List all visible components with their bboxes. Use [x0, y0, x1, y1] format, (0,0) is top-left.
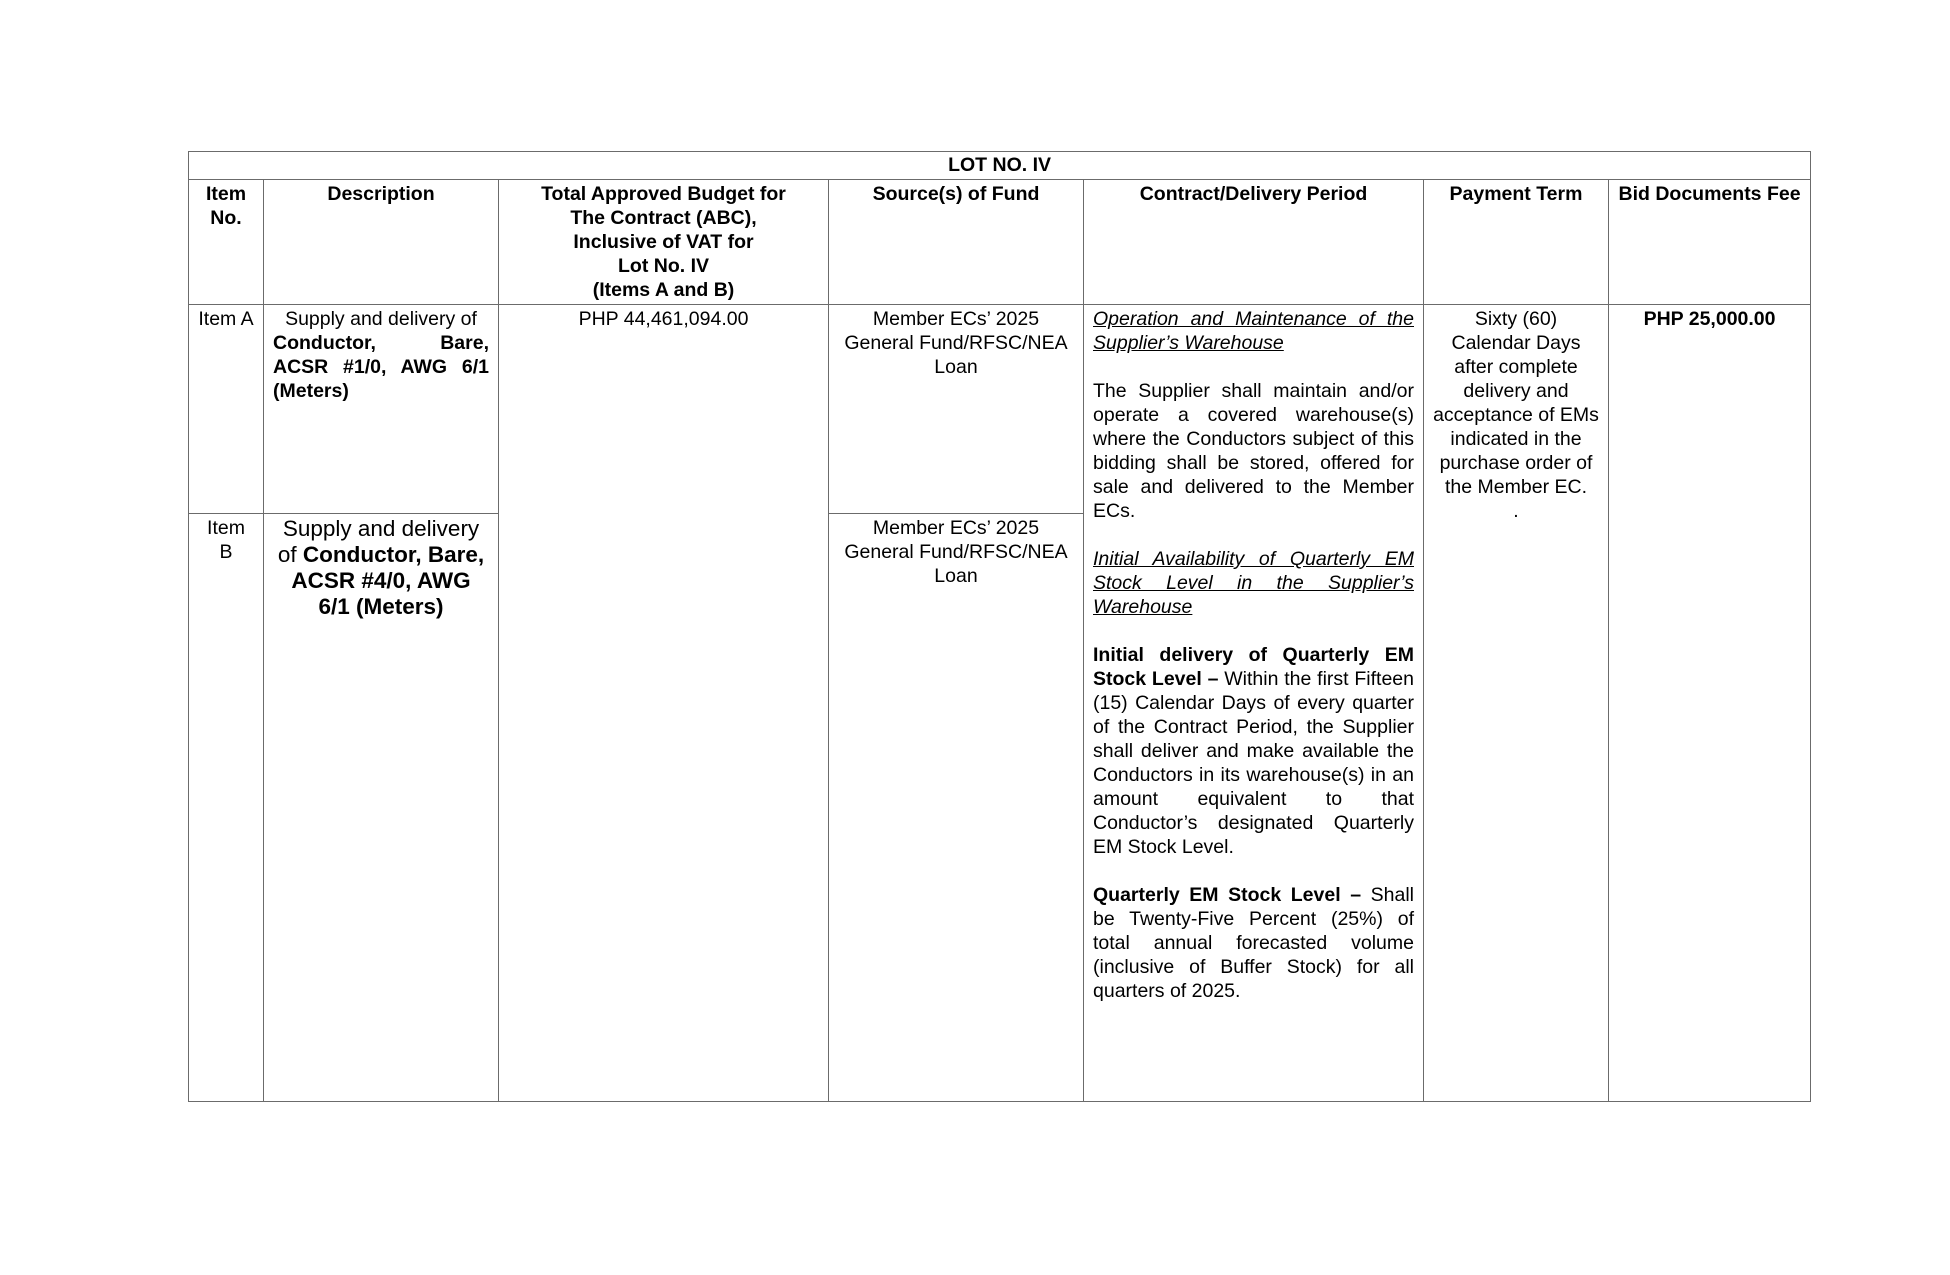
header-item-no: Item No. [189, 180, 264, 305]
header-bid-fee: Bid Documents Fee [1609, 180, 1811, 305]
header-description: Description [264, 180, 499, 305]
header-abc-line: Lot No. IV [618, 255, 709, 277]
header-row [189, 180, 1811, 305]
item-a-number: Item A [189, 305, 264, 514]
header-abc [499, 180, 829, 305]
delivery-paragraph-warehouse: The Supplier shall maintain and/or operate a covered warehouse(s) where the Conductors subject of this bidding shall be stored, offered for sale and delivered to the Member ECs. [1093, 380, 1414, 522]
header-delivery-period: Contract/Delivery Period [1084, 180, 1424, 305]
payment-term-cell [1424, 305, 1609, 1102]
header-abc-line: (Items A and B) [592, 279, 735, 301]
item-b-source-of-fund: Member ECs’ 2025 General Fund/RFSC/NEA Loan [829, 514, 1084, 1102]
delivery-heading-initial-availability: Initial Availability of Quarterly EM Stock Level in the Supplier’s Warehouse [1093, 548, 1414, 618]
payment-term-dot: . [1513, 500, 1519, 522]
item-a-description [264, 305, 499, 514]
item-a-description-bold: Conductor, Bare, ACSR #1/0, AWG 6/1 (Meters) [273, 332, 489, 402]
header-source-of-fund: Source(s) of Fund [829, 180, 1084, 305]
header-abc-line: Inclusive of VAT for [573, 231, 754, 253]
item-a-source-of-fund: Member ECs’ 2025 General Fund/RFSC/NEA Loan [829, 305, 1084, 514]
item-b-number: Item B [189, 514, 264, 1102]
delivery-stock-level-label: Quarterly EM Stock Level – [1093, 884, 1362, 906]
delivery-period-cell [1084, 305, 1424, 1102]
item-a-description-plain: Supply and delivery of [285, 308, 477, 330]
delivery-heading-warehouse: Operation and Maintenance of the Supplier’s Warehouse [1093, 308, 1414, 354]
delivery-initial-delivery-label: Initial delivery of Quarterly EM Stock Level – [1093, 644, 1414, 690]
payment-term-text: Sixty (60) Calendar Days after complete delivery and acceptance of EMs indicated in the purchase order of the Member EC. [1433, 308, 1599, 498]
item-b-description [264, 514, 499, 1102]
item-b-description-bold: Conductor, Bare, ACSR #4/0, AWG 6/1 (Meters) [291, 542, 485, 619]
delivery-paragraph-stock-level [1093, 883, 1414, 1003]
table-row-item-a [189, 305, 1811, 514]
bid-fee-amount: PHP 25,000.00 [1609, 305, 1811, 1102]
item-b-description-plain: Supply and delivery of [277, 516, 480, 567]
lot-table [188, 151, 1811, 1102]
delivery-stock-level-text: Shall be Twenty-Five Percent (25%) of total annual forecasted volume (inclusive of Buffer Stock) for all quarters of 2025. [1093, 884, 1414, 1002]
delivery-paragraph-initial-delivery [1093, 643, 1414, 859]
lot-title: LOT NO. IV [189, 152, 1811, 180]
delivery-initial-delivery-text: Within the first Fifteen (15) Calendar Days of every quarter of the Contract Period, the Supplier shall deliver and make available the Conductors in its warehouse(s) in an amount equivalent to that Conductor’s designated Quarterly EM Stock Level. [1093, 668, 1414, 858]
abc-amount: PHP 44,461,094.00 [499, 305, 829, 1102]
header-abc-line: The Contract (ABC), [570, 207, 757, 229]
lot-title-row [189, 152, 1811, 180]
header-abc-line: Total Approved Budget for [541, 183, 786, 205]
header-payment-term: Payment Term [1424, 180, 1609, 305]
